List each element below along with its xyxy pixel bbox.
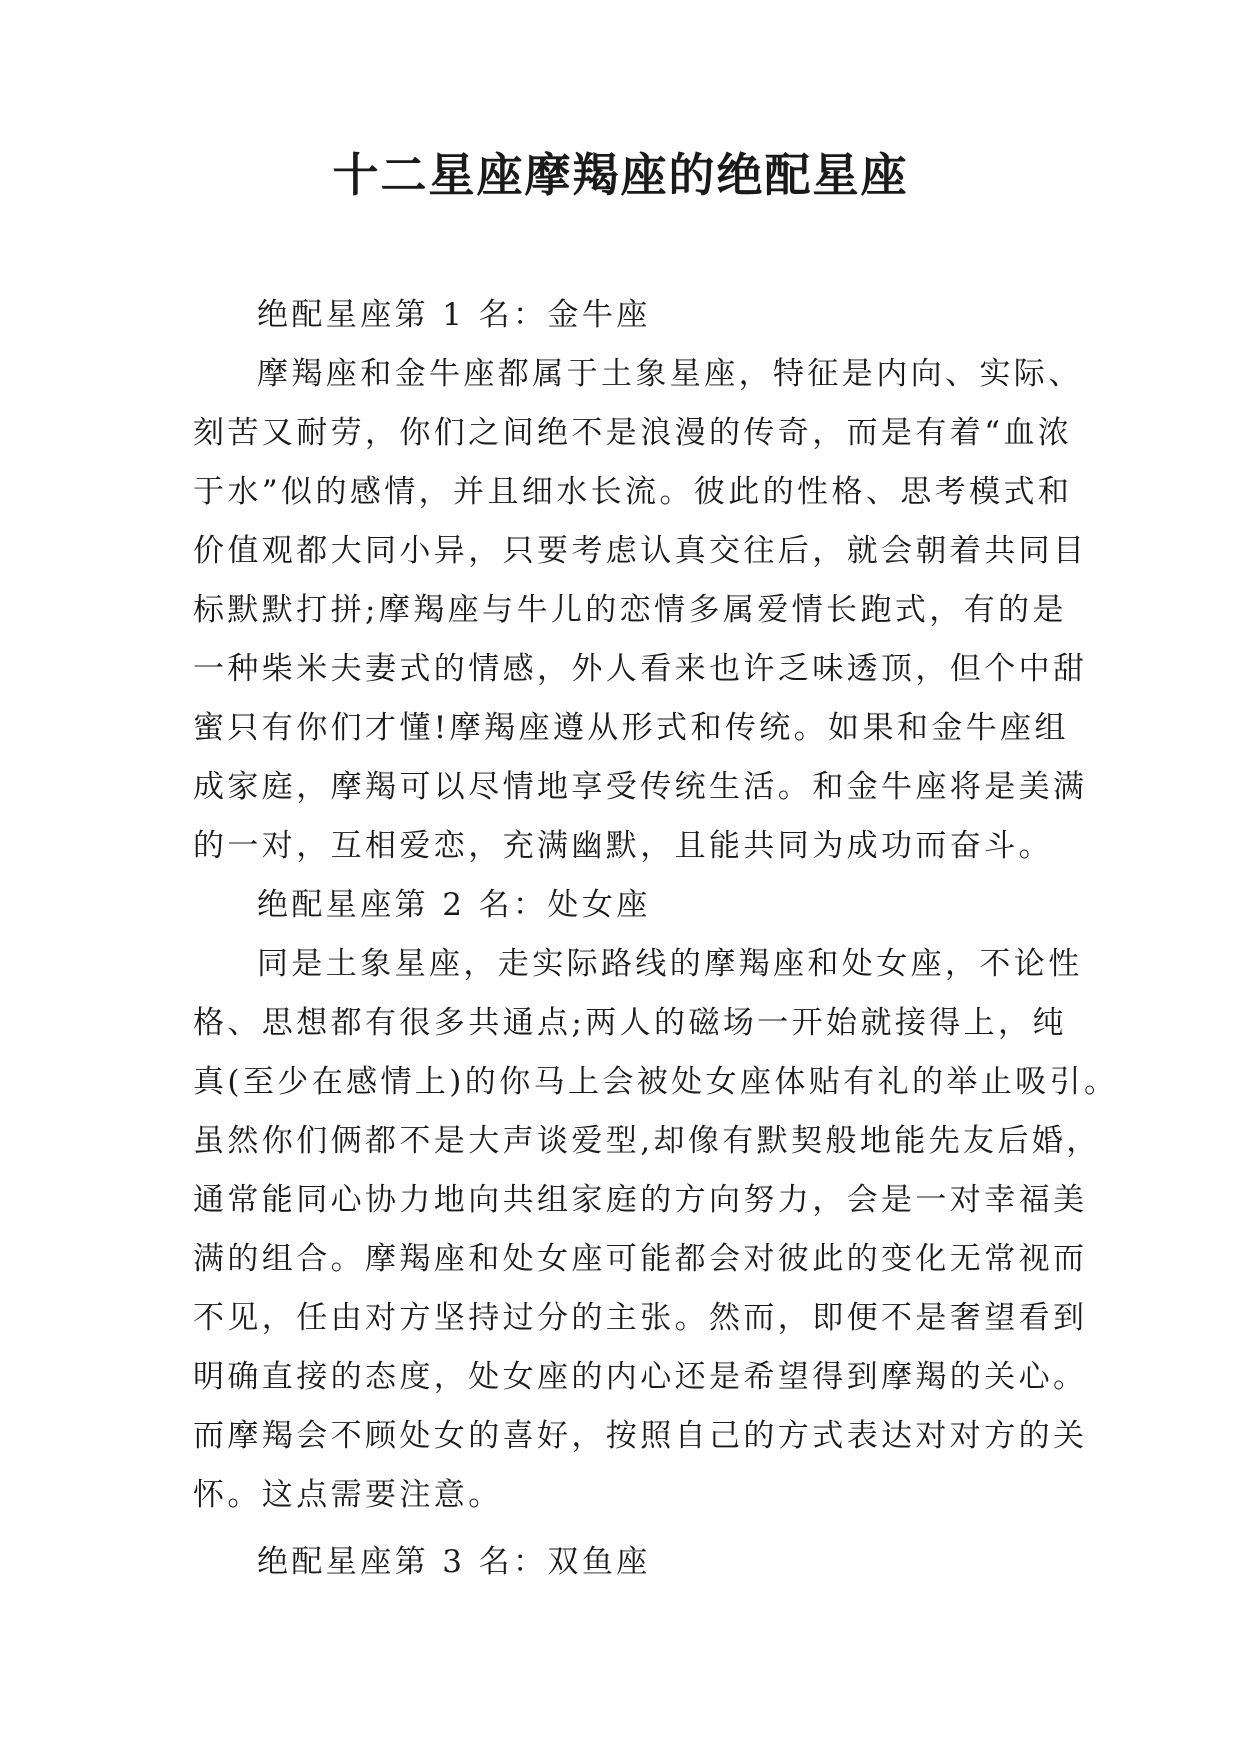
paragraph-line: 虽然你们俩都不是大声谈爱型,却像有默契般地能先友后婚，	[193, 1123, 1101, 1159]
paragraph-line: 成家庭，摩羯可以尽情地享受传统生活。和金牛座将是美满	[193, 769, 1088, 805]
paragraph-line: 满的组合。摩羯座和处女座可能都会对彼此的变化无常视而	[193, 1241, 1088, 1277]
rank-heading-3: 绝配星座第 3 名：双鱼座	[257, 1544, 651, 1580]
paragraph-line: 于水”似的感情，并且细水长流。彼此的性格、思考模式和	[193, 474, 1073, 510]
rank-heading-1: 绝配星座第 1 名：金牛座	[257, 297, 651, 333]
paragraph-line: 真(至少在感情上)的你马上会被处女座体贴有礼的举止吸引。	[193, 1064, 1119, 1100]
paragraph-line: 标默默打拼;摩羯座与牛儿的恋情多属爱情长跑式，有的是	[193, 592, 1067, 628]
document-title: 十二星座摩羯座的绝配星座	[332, 148, 909, 202]
paragraph-line: 蜜只有你们才懂!摩羯座遵从形式和传统。如果和金牛座组	[193, 710, 1069, 746]
paragraph-line: 格、思想都有很多共通点;两人的磁场一开始就接得上，纯	[193, 1005, 1067, 1041]
paragraph-line: 通常能同心协力地向共组家庭的方向努力，会是一对幸福美	[193, 1182, 1088, 1218]
paragraph-line: 摩羯座和金牛座都属于土象星座，特征是内向、实际、	[257, 356, 1083, 392]
paragraph-line: 价值观都大同小异，只要考虑认真交往后，就会朝着共同目	[193, 533, 1088, 569]
paragraph-line: 怀。这点需要注意。	[193, 1477, 503, 1513]
rank-heading-2: 绝配星座第 2 名：处女座	[257, 887, 651, 923]
document-body	[193, 286, 1119, 1592]
paragraph-line: 刻苦又耐劳，你们之间绝不是浪漫的传奇，而是有着“血浓	[193, 415, 1073, 451]
paragraph-line: 的一对，互相爱恋，充满幽默，且能共同为成功而奋斗。	[193, 828, 1053, 864]
paragraph-line: 不见，任由对方坚持过分的主张。然而，即便不是奢望看到	[193, 1300, 1088, 1336]
paragraph-line: 一种柴米夫妻式的情感，外人看来也许乏味透顶，但个中甜	[193, 651, 1088, 687]
paragraph-line: 同是土象星座，走实际路线的摩羯座和处女座，不论性	[257, 946, 1083, 982]
paragraph-line: 明确直接的态度，处女座的内心还是希望得到摩羯的关心。	[193, 1359, 1088, 1395]
paragraph-line: 而摩羯会不顾处女的喜好，按照自己的方式表达对对方的关	[193, 1418, 1088, 1454]
